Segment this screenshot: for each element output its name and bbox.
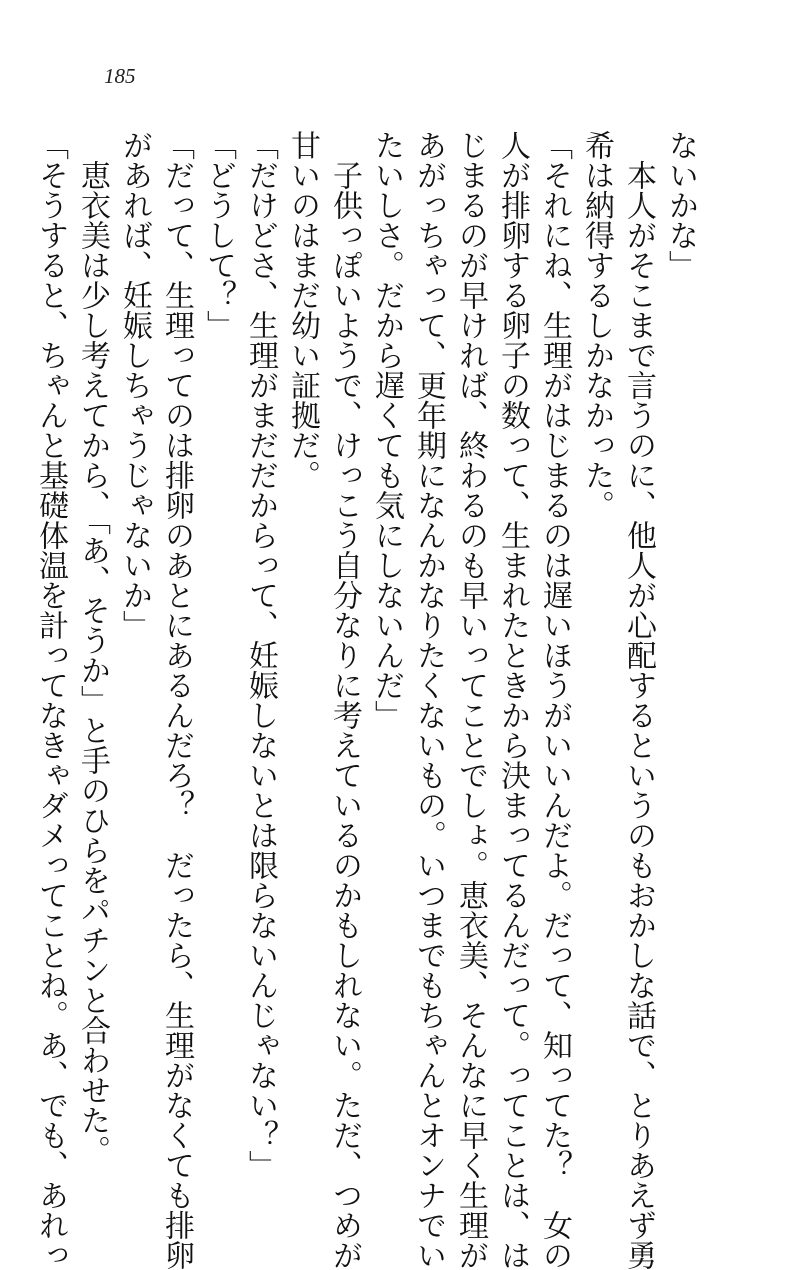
text-line: があれば、妊娠しちゃうじゃないか」 <box>117 130 152 640</box>
page-number: 185 <box>104 64 136 88</box>
text-line: 「それにね、生理がはじまるのは遅いほうがいいんだよ。だって、知ってた？ 女の <box>537 130 572 1270</box>
text-line: あがっちゃって、更年期になんかなりたくないもの。いつまでもちゃんとオンナでい <box>411 130 446 1270</box>
body-text <box>29 130 701 1270</box>
text-line: ないかな」 <box>663 130 698 280</box>
text-line: 「だって、生理ってのは排卵のあとにあるんだろ？ だったら、生理がなくても排卵 <box>159 130 194 1270</box>
text-line: じまるのが早ければ、終わるのも早いってことでしょ。恵衣美、そんなに早く生理が <box>453 130 488 1270</box>
text-line: 子供っぽいようで、けっこう自分なりに考えているのかもしれない。ただ、つめが <box>327 130 362 1270</box>
text-line: 本人がそこまで言うのに、他人が心配するというのもおかしな話で、とりあえず勇 <box>621 130 656 1270</box>
text-line: 希は納得するしかなかった。 <box>579 130 614 520</box>
text-line: 「そうすると、ちゃんと基礎体温を計ってなきゃダメってことね。あ、でも、あれっ <box>33 130 68 1270</box>
text-line: たいしさ。だから遅くても気にしないんだ」 <box>369 130 404 730</box>
text-line: 人が排卵する卵子の数って、生まれたときから決まってるんだって。ってことは、は <box>495 130 530 1270</box>
text-line: 恵衣美は少し考えてから、「あ、そうか」と手のひらをパチンと合わせた。 <box>75 130 110 1165</box>
text-line: 「だけどさ、生理がまだだからって、妊娠しないとは限らないんじゃない？」 <box>243 130 278 1180</box>
text-line: 甘いのはまだ幼い証拠だ。 <box>285 130 320 490</box>
text-line: 「どうして？」 <box>201 130 236 340</box>
